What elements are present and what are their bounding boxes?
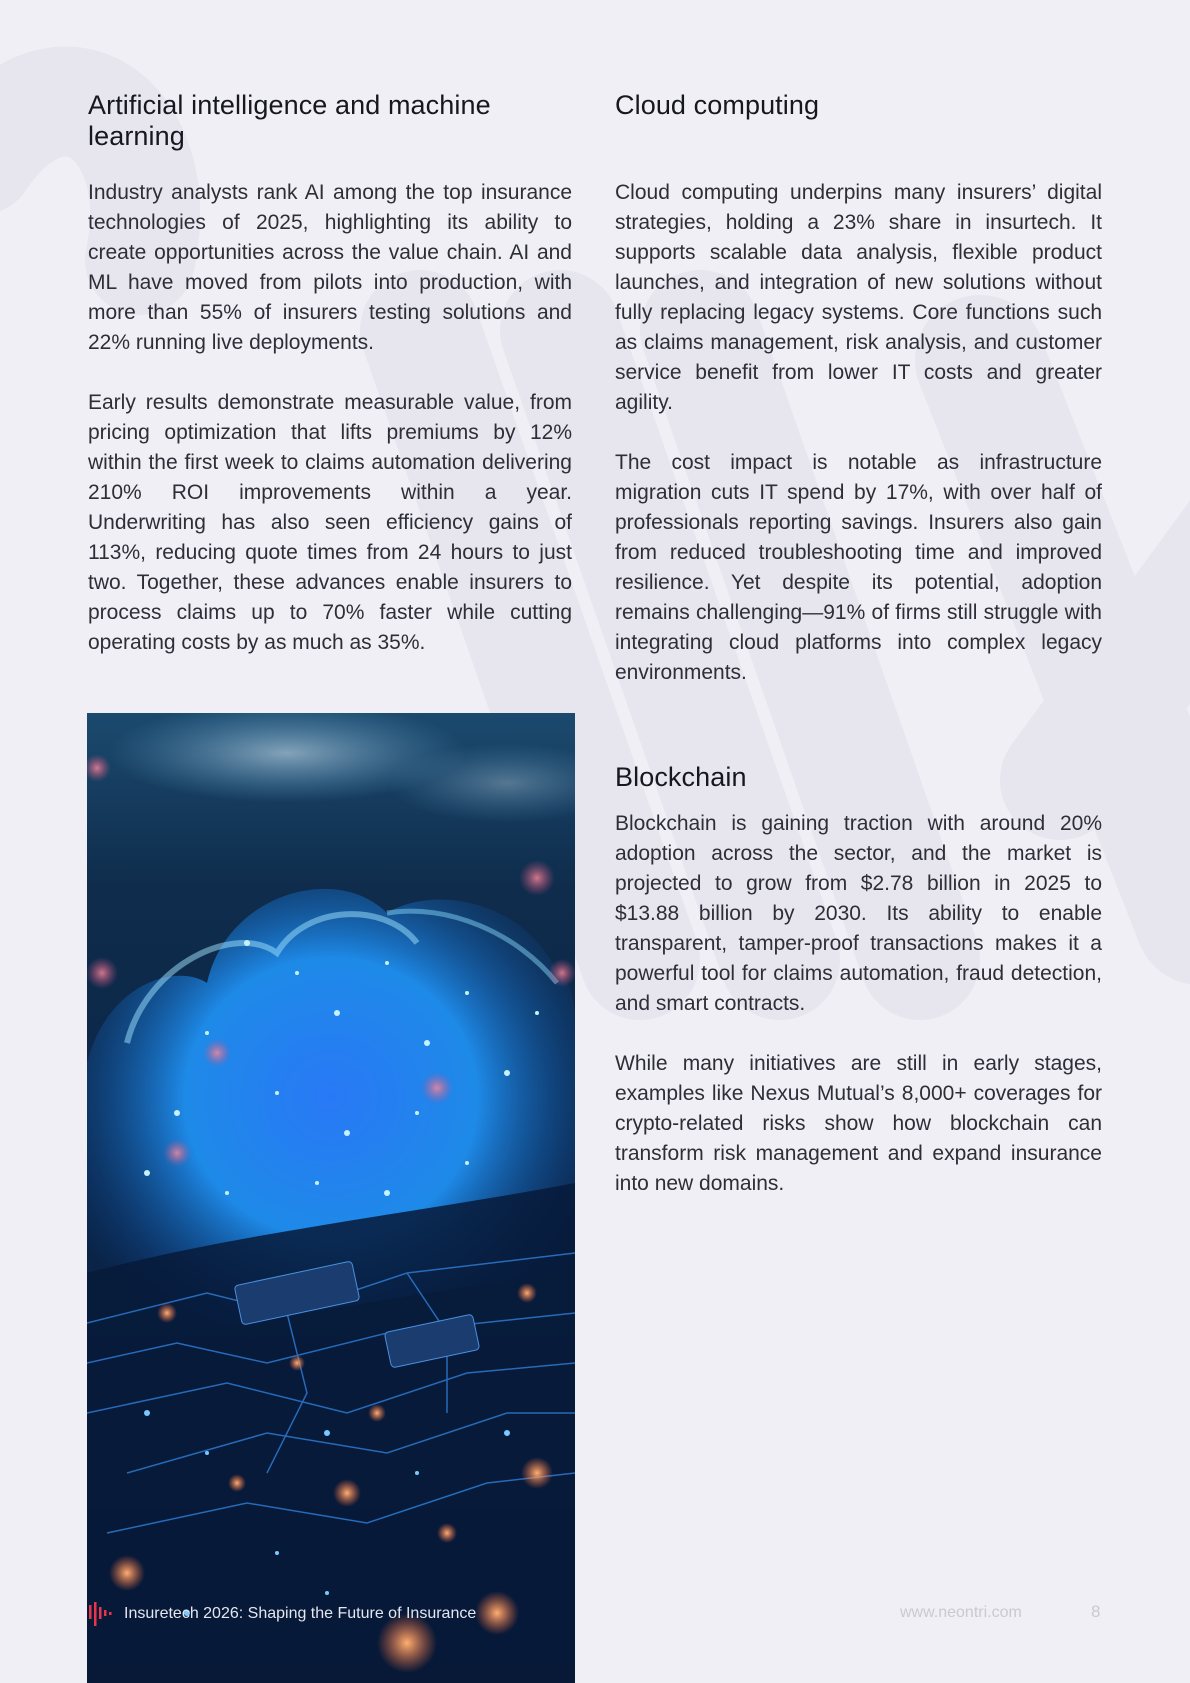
blockchain-section xyxy=(615,762,1102,1199)
blockchain-heading: Blockchain xyxy=(615,762,747,792)
ai-paragraph-1: Industry analysts rank AI among the top insurance technologies of 2025, highlighting its ability to create opportunities across the value chain. AI and ML have moved from pilots into production, with more than 55% of insurers testing solutions and 22% running live deployments. xyxy=(88,181,572,354)
blockchain-paragraph-1: Blockchain is gaining traction with around 20% adoption across the sector, and the market is projected to grow from $2.78 billion in 2025 to $13.88 billion by 2030. Its ability to enable transparent, tamper-proof transactions makes it a powerful tool for claims automation, fraud detection, and smart contracts. xyxy=(615,812,1102,1015)
cloud-circuit-image xyxy=(87,713,575,1683)
cloud-heading: Cloud computing xyxy=(615,90,820,120)
ai-heading: Artificial intelligence and machine learning xyxy=(88,90,491,151)
cloud-paragraph-2: The cost impact is notable as infrastructure migration cuts IT spend by 17%, with over half of professionals reporting savings. Insurers also gain from reduced troubleshooting time and improved resilience. Yet despite its potential, adoption remains challenging—91% of firms still struggle with integrating cloud platforms into complex legacy environments. xyxy=(615,451,1102,684)
footer-branding xyxy=(88,1601,476,1627)
ai-paragraph-2: Early results demonstrate measurable value, from pricing optimization that lifts premiums by 12% within the first week to claims automation delivering 210% ROI improvements within a year. Underwriting has also seen efficiency gains of 113%, reducing quote times from 24 hours to just two. Together, these advances enable insurers to process claims up to 70% faster while cutting operating costs by as much as 35%. xyxy=(88,391,572,654)
ai-section xyxy=(88,90,572,658)
neontri-logo-icon xyxy=(88,1601,114,1627)
page-number: 8 xyxy=(1091,1602,1101,1621)
cloud-section xyxy=(615,90,1102,688)
blockchain-paragraph-2: While many initiatives are still in early stages, examples like Nexus Mutual’s 8,000+ coverages for crypto-related risks show how blockchain can transform risk management and expand insurance into new domains. xyxy=(615,1052,1102,1195)
footer-document-title: Insuretech 2026: Shaping the Future of Insurance xyxy=(124,1605,477,1622)
cloud-paragraph-1: Cloud computing underpins many insurers’ digital strategies, holding a 23% share in insurtech. It supports scalable data analysis, flexible product launches, and integration of new solutions without fully replacing legacy systems. Core functions such as claims management, risk analysis, and customer service benefit from lower IT costs and greater agility. xyxy=(615,181,1102,414)
footer-website-link[interactable]: www.neontri.com xyxy=(900,1604,1022,1621)
